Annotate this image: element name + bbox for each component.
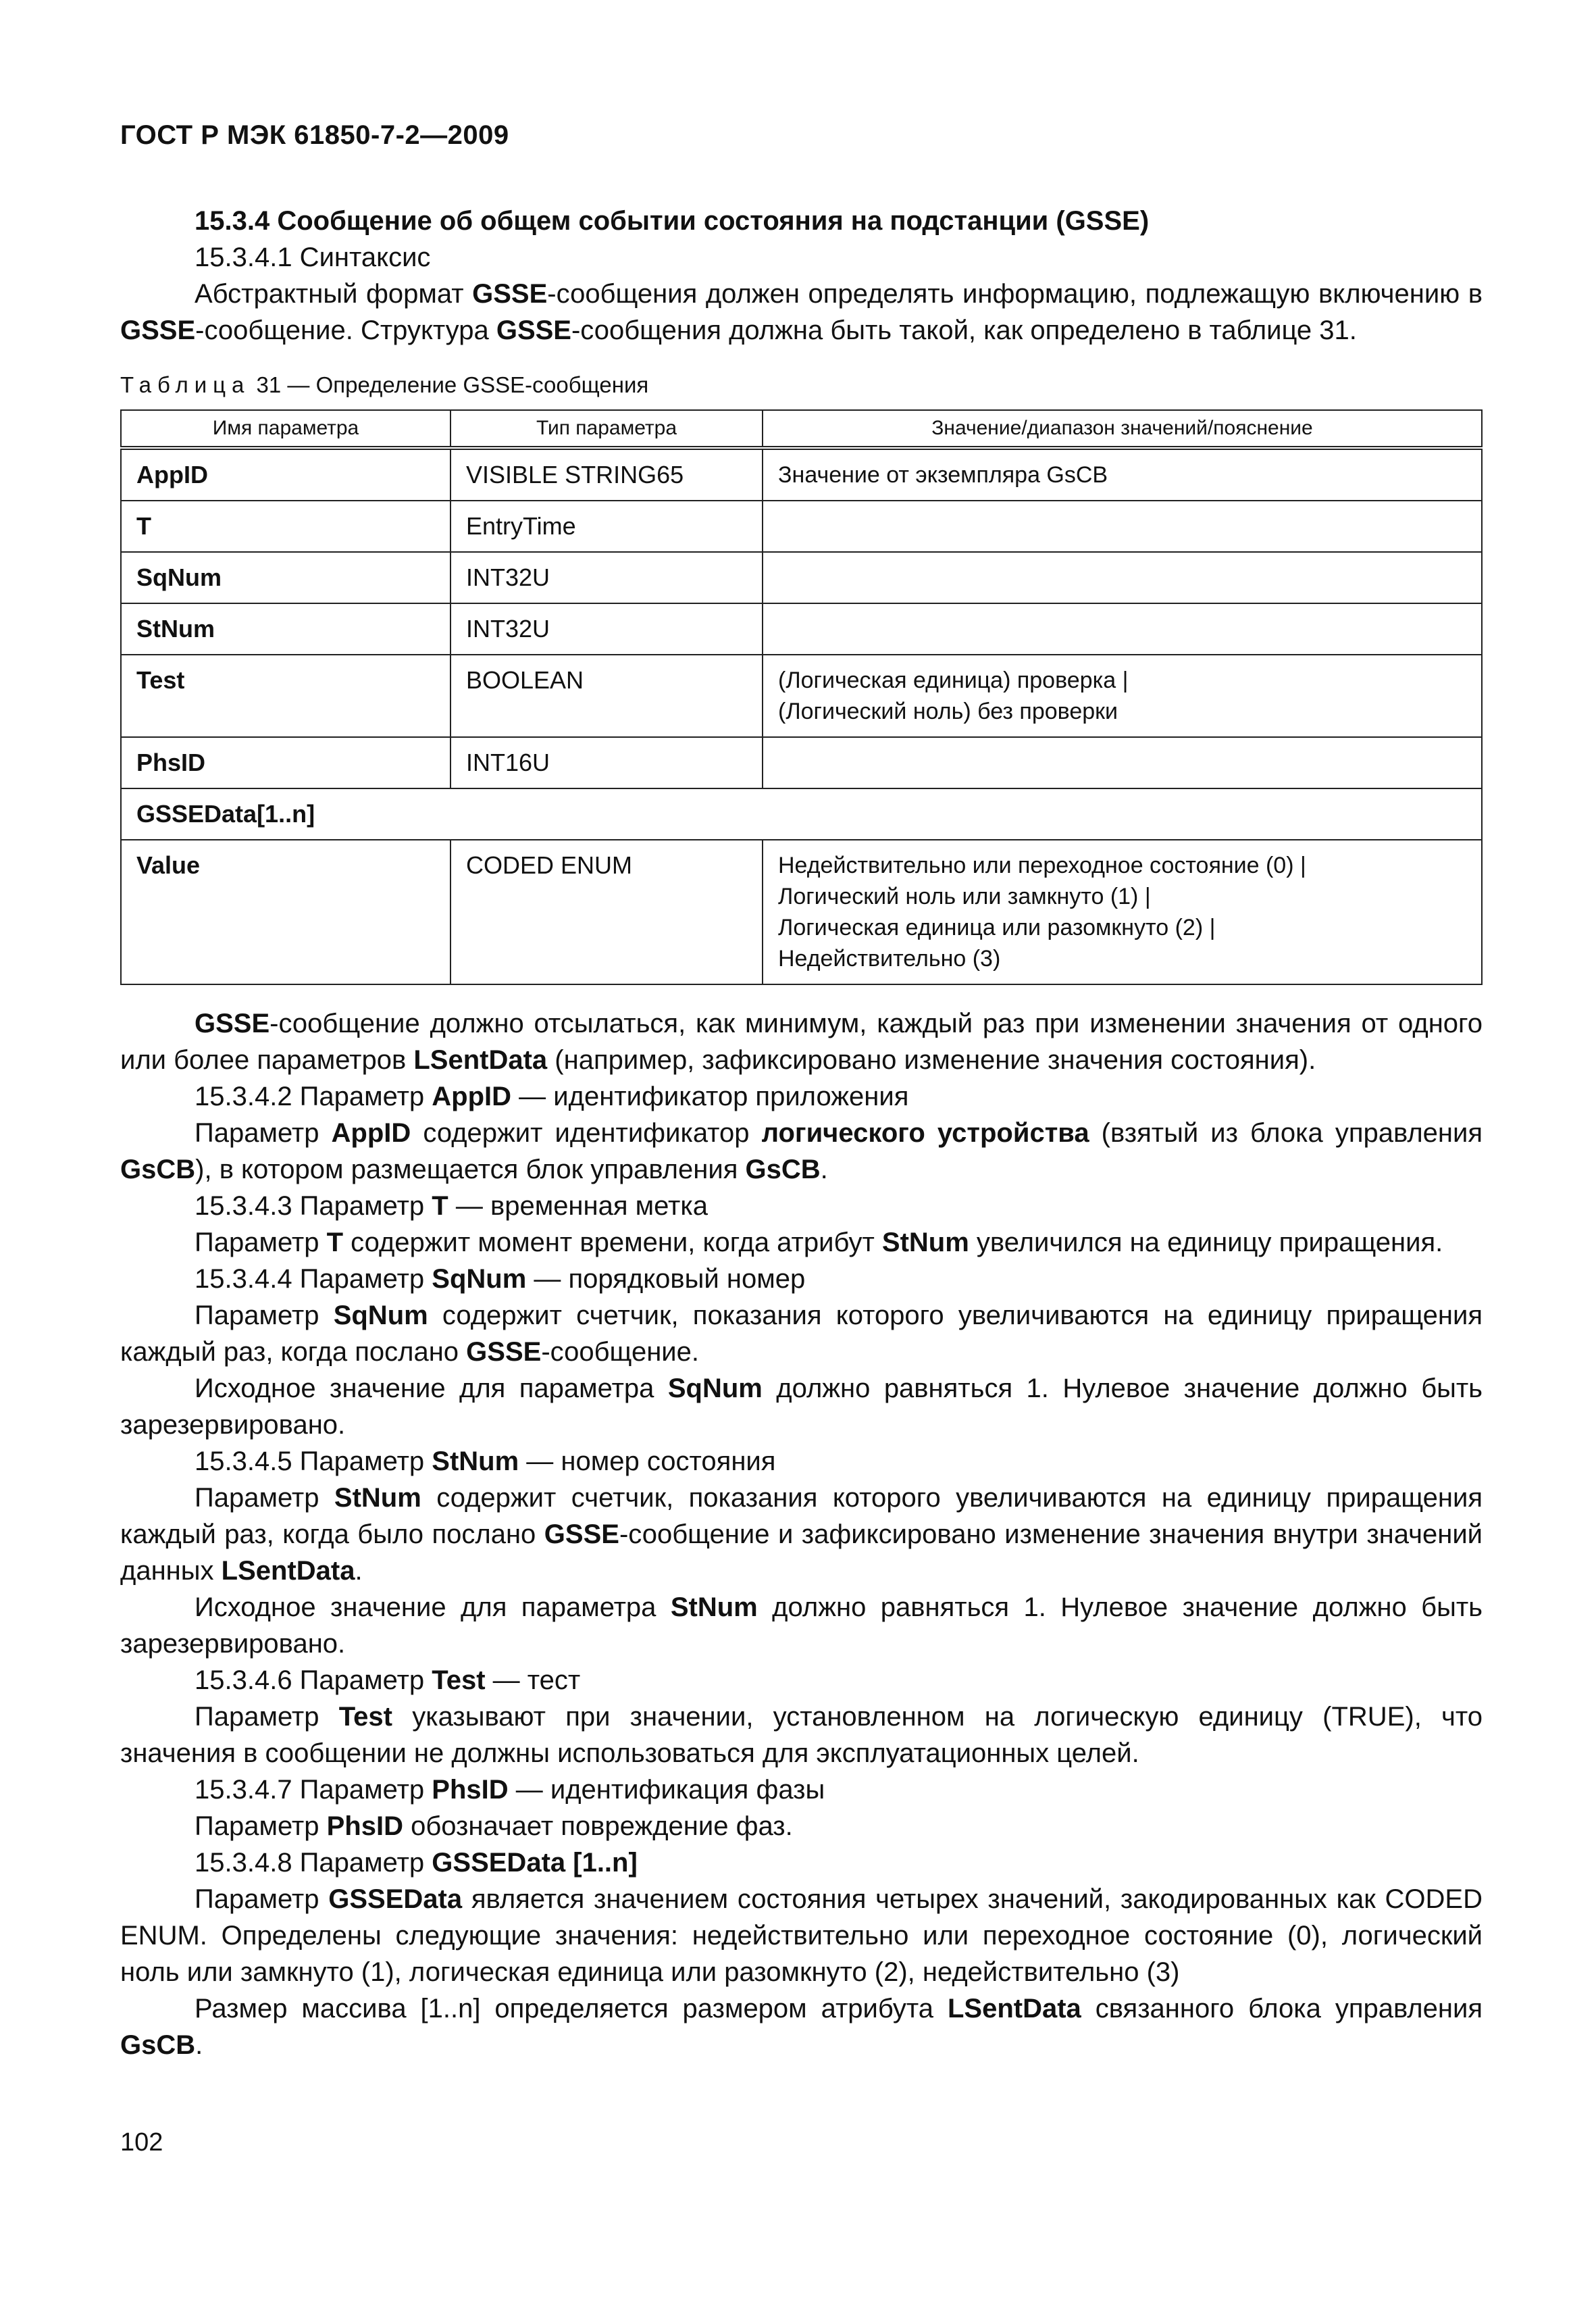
table-caption bbox=[120, 372, 1483, 399]
table-row bbox=[121, 603, 1482, 655]
text-run: — идентификация фазы bbox=[508, 1775, 825, 1805]
param-value-cell bbox=[763, 501, 1482, 552]
paragraph bbox=[120, 1990, 1483, 2063]
text-run: Абстрактный формат bbox=[195, 279, 473, 309]
param-value-cell bbox=[763, 603, 1482, 655]
text-run: обозначает повреждение фаз. bbox=[403, 1811, 793, 1841]
text-run: содержит идентификатор bbox=[411, 1118, 762, 1148]
param-value-cell bbox=[763, 737, 1482, 788]
param-name-cell: StNum bbox=[121, 603, 451, 655]
bold-term: логического устройства bbox=[761, 1118, 1089, 1148]
bold-term: PhsID bbox=[326, 1811, 403, 1841]
param-type-cell: INT16U bbox=[451, 737, 763, 788]
bold-term: GSSE bbox=[544, 1519, 619, 1549]
bold-term: SqNum bbox=[667, 1374, 763, 1403]
paragraph bbox=[120, 1699, 1483, 1771]
text-run: -сообщения должна быть такой, как определено в таблице 31. bbox=[571, 316, 1357, 345]
text-run: -сообщение. Структура bbox=[195, 316, 496, 345]
bold-term: GSSE bbox=[195, 1009, 270, 1038]
text-run: Параметр bbox=[195, 1884, 329, 1914]
text-run: содержит счетчик, показания которого увеличиваются на единицу приращения каждый раз, когда было послано bbox=[120, 1483, 1483, 1549]
subsection-heading bbox=[120, 1662, 1483, 1699]
text-run: Параметр bbox=[195, 1483, 334, 1513]
page-number: 102 bbox=[120, 2128, 163, 2157]
text-run: . bbox=[820, 1155, 828, 1184]
text-run: . bbox=[195, 2030, 203, 2060]
param-name-cell: AppID bbox=[121, 448, 451, 501]
text-run: (например, зафиксировано изменение значения состояния). bbox=[547, 1045, 1316, 1075]
text-run: 15.3.4.5 Параметр bbox=[195, 1447, 432, 1476]
bold-term: StNum bbox=[881, 1228, 969, 1257]
value-line: Недействительно (3) bbox=[778, 946, 1001, 972]
bold-term: Test bbox=[338, 1702, 392, 1732]
paragraph bbox=[120, 1115, 1483, 1188]
text-run: Параметр bbox=[195, 1301, 334, 1330]
table-row bbox=[121, 788, 1482, 840]
text-run: 15.3.4.7 Параметр bbox=[195, 1775, 432, 1805]
table-row bbox=[121, 737, 1482, 788]
paragraph bbox=[120, 1808, 1483, 1844]
text-run: Исходное значение для параметра bbox=[195, 1592, 671, 1622]
text-run: (взятый из блока управления bbox=[1089, 1118, 1483, 1148]
text-run: Параметр bbox=[195, 1118, 332, 1148]
text-run: — номер состояния bbox=[519, 1447, 776, 1476]
param-type-cell: EntryTime bbox=[451, 501, 763, 552]
bold-term: LSentData bbox=[413, 1045, 548, 1075]
text-run: — временная метка bbox=[448, 1191, 708, 1221]
bold-term: GSSE bbox=[496, 316, 571, 345]
text-run: указывают при значении, установленном на логическую единицу (TRUE), что значения в сообщении не должны использоваться для эксплуатационных целей. bbox=[120, 1702, 1483, 1768]
bold-term: GSSEData bbox=[328, 1884, 463, 1914]
param-type-cell: VISIBLE STRING65 bbox=[451, 448, 763, 501]
bold-term: GSSE bbox=[472, 279, 548, 309]
param-name-cell: Test bbox=[121, 655, 451, 737]
text-run: 15.3.4.2 Параметр bbox=[195, 1082, 432, 1111]
text-run: Параметр bbox=[195, 1702, 339, 1732]
value-line: Значение от экземпляра GsCB bbox=[778, 462, 1108, 488]
text-run: является значением состояния четырех значений, закодированных как CODED ENUM. Определены следующие значения: недействительно или переходное состояние (0), логический ноль или замкнуто (1), логическая единица или разомкнуто (2), недействительно (3) bbox=[120, 1884, 1483, 1987]
text-run: -сообщение должно отсылаться, как минимум, каждый раз при изменении значения от одного или более параметров bbox=[120, 1009, 1483, 1075]
text-run: 15.3.4.4 Параметр bbox=[195, 1264, 432, 1294]
value-line: Недействительно или переходное состояние (0) | bbox=[778, 853, 1306, 878]
table-caption-text: 31 — Определение GSSE-сообщения bbox=[250, 372, 649, 397]
paragraph bbox=[120, 1005, 1483, 1078]
bold-term: GSSE bbox=[120, 316, 196, 345]
bold-term: GSSE bbox=[466, 1337, 542, 1367]
text-run: 15.3.4.3 Параметр bbox=[195, 1191, 432, 1221]
table-caption-word: Таблица bbox=[120, 372, 251, 397]
value-line: (Логический ноль) без проверки bbox=[778, 699, 1118, 724]
text-run: — тест bbox=[485, 1665, 581, 1695]
subsection-heading bbox=[120, 1078, 1483, 1115]
text-run: должно равняться 1. Нулевое значение должно быть зарезервировано. bbox=[120, 1592, 1483, 1659]
text-run: увеличился на единицу приращения. bbox=[969, 1228, 1443, 1257]
param-name-cell: PhsID bbox=[121, 737, 451, 788]
bold-term: T bbox=[432, 1191, 448, 1221]
text-run: Исходное значение для параметра bbox=[195, 1374, 668, 1403]
value-line: Логическая единица или разомкнуто (2) | bbox=[778, 915, 1216, 940]
bold-term: AppID bbox=[331, 1118, 411, 1148]
table-row bbox=[121, 552, 1482, 603]
group-cell: GSSEData[1..n] bbox=[121, 788, 1482, 840]
bold-term: SqNum bbox=[333, 1301, 428, 1330]
gsse-definition-table bbox=[120, 409, 1483, 985]
text-run: ), в котором размещается блок управления bbox=[195, 1155, 746, 1184]
value-line: (Логическая единица) проверка | bbox=[778, 668, 1129, 693]
table-header-row bbox=[121, 410, 1482, 448]
bold-term: GSSEData [1..n] bbox=[432, 1848, 638, 1878]
text-run: . bbox=[355, 1556, 363, 1586]
param-type-cell: BOOLEAN bbox=[451, 655, 763, 737]
paragraph bbox=[120, 1297, 1483, 1370]
value-line: Логический ноль или замкнуто (1) | bbox=[778, 884, 1151, 909]
header-param-name: Имя параметра bbox=[121, 410, 451, 448]
param-value-cell bbox=[763, 840, 1482, 984]
paragraph bbox=[120, 1370, 1483, 1443]
bold-term: LSentData bbox=[947, 1994, 1081, 2023]
text-run: — порядковый номер bbox=[526, 1264, 806, 1294]
header-param-value: Значение/диапазон значений/пояснение bbox=[763, 410, 1482, 448]
bold-term: AppID bbox=[432, 1082, 512, 1111]
bold-term: GsCB bbox=[120, 1155, 196, 1184]
text-run: 15.3.4.8 Параметр bbox=[195, 1848, 432, 1878]
text-run: связанного блока управления bbox=[1081, 1994, 1483, 2023]
text-run: 15.3.4.6 Параметр bbox=[195, 1665, 432, 1695]
paragraph bbox=[120, 1589, 1483, 1662]
text-run: -сообщение. bbox=[541, 1337, 699, 1367]
subsection-heading bbox=[120, 1844, 1483, 1881]
text-run: содержит момент времени, когда атрибут bbox=[343, 1228, 882, 1257]
intro-paragraph bbox=[120, 276, 1483, 349]
param-type-cell: INT32U bbox=[451, 552, 763, 603]
text-run: -сообщение и зафиксировано изменение значения внутри значений данных bbox=[120, 1519, 1483, 1586]
paragraph bbox=[120, 1480, 1483, 1589]
bold-term: StNum bbox=[432, 1447, 519, 1476]
bold-term: Test bbox=[432, 1665, 486, 1695]
bold-term: StNum bbox=[334, 1483, 421, 1513]
param-name-cell: T bbox=[121, 501, 451, 552]
param-type-cell: CODED ENUM bbox=[451, 840, 763, 984]
bold-term: T bbox=[326, 1228, 344, 1257]
param-name-cell: Value bbox=[121, 840, 451, 984]
paragraph bbox=[120, 1224, 1483, 1261]
subsection-heading bbox=[120, 1443, 1483, 1480]
bold-term: PhsID bbox=[432, 1775, 509, 1805]
param-value-cell bbox=[763, 448, 1482, 501]
section-title: 15.3.4 Сообщение об общем событии состояния на подстанции (GSSE) bbox=[195, 206, 1150, 236]
bold-term: GsCB bbox=[120, 2030, 196, 2060]
paragraph bbox=[120, 1881, 1483, 1990]
param-value-cell bbox=[763, 552, 1482, 603]
param-name-cell: SqNum bbox=[121, 552, 451, 603]
bold-term: GsCB bbox=[745, 1155, 821, 1184]
text-run: -сообщения должен определять информацию, подлежащую включению в bbox=[547, 279, 1483, 309]
document-header: ГОСТ Р МЭК 61850-7-2—2009 bbox=[120, 120, 509, 150]
param-type-cell: INT32U bbox=[451, 603, 763, 655]
subsection-heading bbox=[120, 1771, 1483, 1808]
text-run: — идентификатор приложения bbox=[511, 1082, 909, 1111]
subsection-heading bbox=[120, 1261, 1483, 1297]
subsection-syntax: 15.3.4.1 Синтаксис bbox=[195, 243, 431, 272]
bold-term: StNum bbox=[670, 1592, 758, 1622]
table-row bbox=[121, 448, 1482, 501]
bold-term: LSentData bbox=[221, 1556, 355, 1586]
table-row bbox=[121, 655, 1482, 737]
table-row bbox=[121, 840, 1482, 984]
text-run: Параметр bbox=[195, 1811, 327, 1841]
subsection-heading bbox=[120, 1188, 1483, 1224]
content-flow bbox=[120, 203, 1483, 2063]
text-run: должно равняться 1. Нулевое значение должно быть зарезервировано. bbox=[120, 1374, 1483, 1440]
param-value-cell bbox=[763, 655, 1482, 737]
text-run: содержит счетчик, показания которого увеличиваются на единицу приращения каждый раз, когда послано bbox=[120, 1301, 1483, 1367]
bold-term: SqNum bbox=[432, 1264, 527, 1294]
table-row bbox=[121, 501, 1482, 552]
body-paragraphs bbox=[120, 1005, 1483, 2063]
header-param-type: Тип параметра bbox=[451, 410, 763, 448]
text-run: Размер массива [1..n] определяется размером атрибута bbox=[195, 1994, 948, 2023]
text-run: Параметр bbox=[195, 1228, 327, 1257]
